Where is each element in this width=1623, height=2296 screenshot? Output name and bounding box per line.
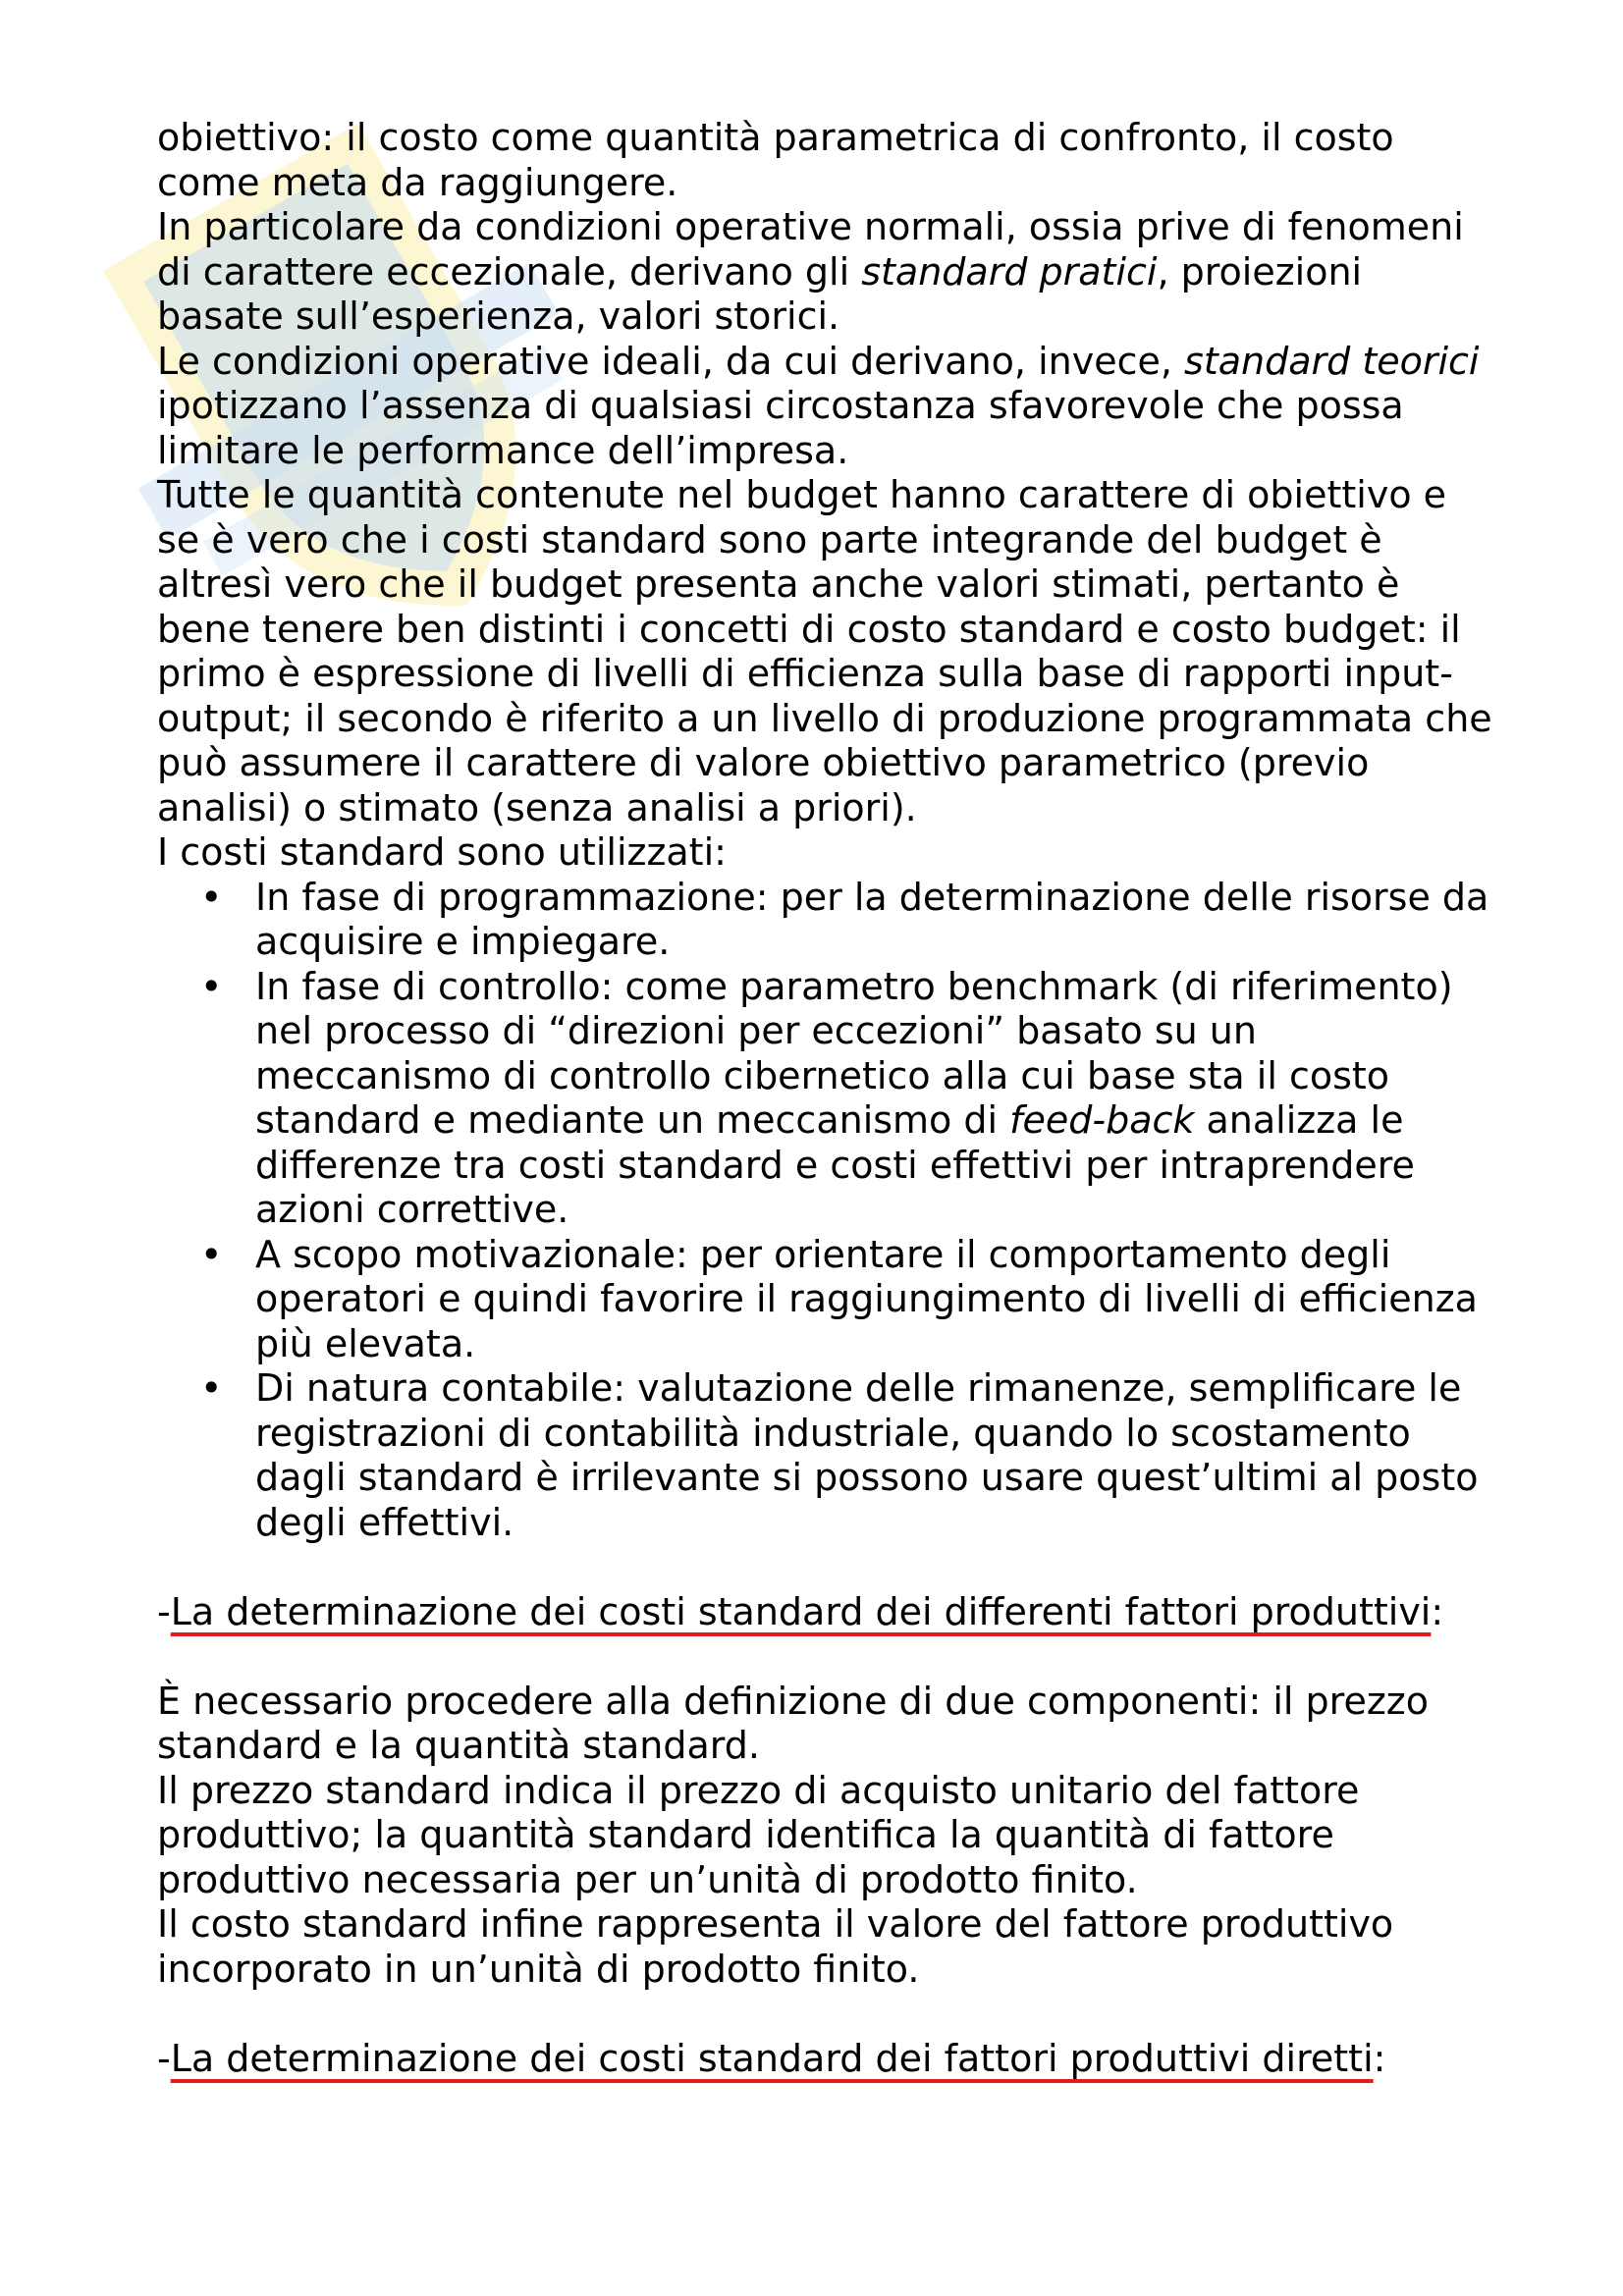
list-item <box>157 1233 1492 1367</box>
paragraph <box>157 205 1492 340</box>
section-heading <box>157 2037 1492 2082</box>
emphasis-text: standard pratici <box>861 249 1158 294</box>
paragraph: È necessario procedere alla definizione di due componenti: il prezzo standard e la quantità standard. <box>157 1679 1429 1767</box>
list-item <box>157 965 1492 1233</box>
heading-dash: - <box>157 1589 171 1633</box>
list-item-text: A scopo motivazionale: per orientare il comportamento degli operatori e quindi favorire il raggiungimento di livelli di efficienza più elevata. <box>255 1232 1478 1365</box>
blank-line <box>157 1545 1492 1590</box>
paragraph-text: In particolare da condizioni operative normali, ossia prive di fenomeni di carattere eccezionale, derivano gli <box>157 205 1464 294</box>
paragraph: I costi standard sono utilizzati: <box>157 830 727 874</box>
paragraph-text: Le condizioni operative ideali, da cui derivano, invece, <box>157 339 1185 383</box>
paragraph: Tutte le quantità contenute nel budget hanno carattere di obiettivo e se è vero che i costi standard sono parte integrande del budget è altresì vero che il budget presenta anche valori stimati, pertanto è bene tenere ben distinti i concetti di costo standard e costo budget: il primo è espressione di livelli di efficienza sulla base di rapporti input-output; il secondo è riferito a un livello di produzione programmata che può assumere il carattere di valore obiettivo parametrico (previo analisi) o stimato (senza analisi a priori). <box>157 473 1492 829</box>
paragraph: obiettivo: il costo come quantità parametrica di confronto, il costo come meta da raggiungere. <box>157 116 1394 204</box>
emphasis-text: standard teorici <box>1184 339 1480 383</box>
emphasis-text: feed-back <box>1009 1098 1195 1142</box>
paragraph: Il prezzo standard indica il prezzo di acquisto unitario del fattore produttivo; la quantità standard identifica la quantità di fattore produttivo necessaria per un’unità di prodotto finito. <box>157 1768 1360 1901</box>
document-body <box>157 116 1492 2081</box>
heading-colon: : <box>1431 1589 1444 1633</box>
list-item <box>157 1366 1492 1545</box>
paragraph-text: ipotizzano l’assenza di qualsiasi circostanza sfavorevole che possa limitare le performance dell’impresa. <box>157 384 1404 472</box>
list-item-text: In fase di controllo: come parametro benchmark (di riferimento) nel processo di “direzioni per eccezioni” basato su un meccanismo di controllo cibernetico alla cui base sta il costo standard e mediante un meccanismo di <box>255 964 1453 1142</box>
paragraph: Il costo standard infine rappresenta il valore del fattore produttivo incorporato in un’unità di prodotto finito. <box>157 1902 1394 1991</box>
list-item-text: Di natura contabile: valutazione delle rimanenze, semplificare le registrazioni di contabilità industriale, quando lo scostamento dagli standard è irrilevante si possono usare quest’ultimi al posto degli effettivi. <box>255 1366 1479 1544</box>
heading-text: La determinazione dei costi standard dei fattori produttivi diretti <box>170 2036 1374 2080</box>
bullet-list <box>157 876 1492 1546</box>
bullet-icon: • <box>200 1366 223 1410</box>
heading-dash: - <box>157 2036 171 2080</box>
paragraph-text: , proiezioni basate sull’esperienza, valori storici. <box>157 249 1363 338</box>
blank-line <box>157 1634 1492 1680</box>
list-item <box>157 876 1492 965</box>
list-item-text: In fase di programmazione: per la determinazione delle risorse da acquisire e impiegare. <box>255 875 1489 963</box>
bullet-icon: • <box>200 964 223 1008</box>
bullet-icon: • <box>200 1232 223 1276</box>
paragraph <box>157 340 1492 474</box>
blank-line <box>157 1992 1492 2037</box>
heading-colon: : <box>1373 2036 1386 2080</box>
bullet-icon: • <box>200 875 223 919</box>
heading-text: La determinazione dei costi standard dei differenti fattori produttivi <box>170 1589 1432 1633</box>
section-heading <box>157 1590 1492 1635</box>
list-item-text: analizza le differenze tra costi standard e costi effettivi per intraprendere azioni correttive. <box>255 1098 1415 1231</box>
